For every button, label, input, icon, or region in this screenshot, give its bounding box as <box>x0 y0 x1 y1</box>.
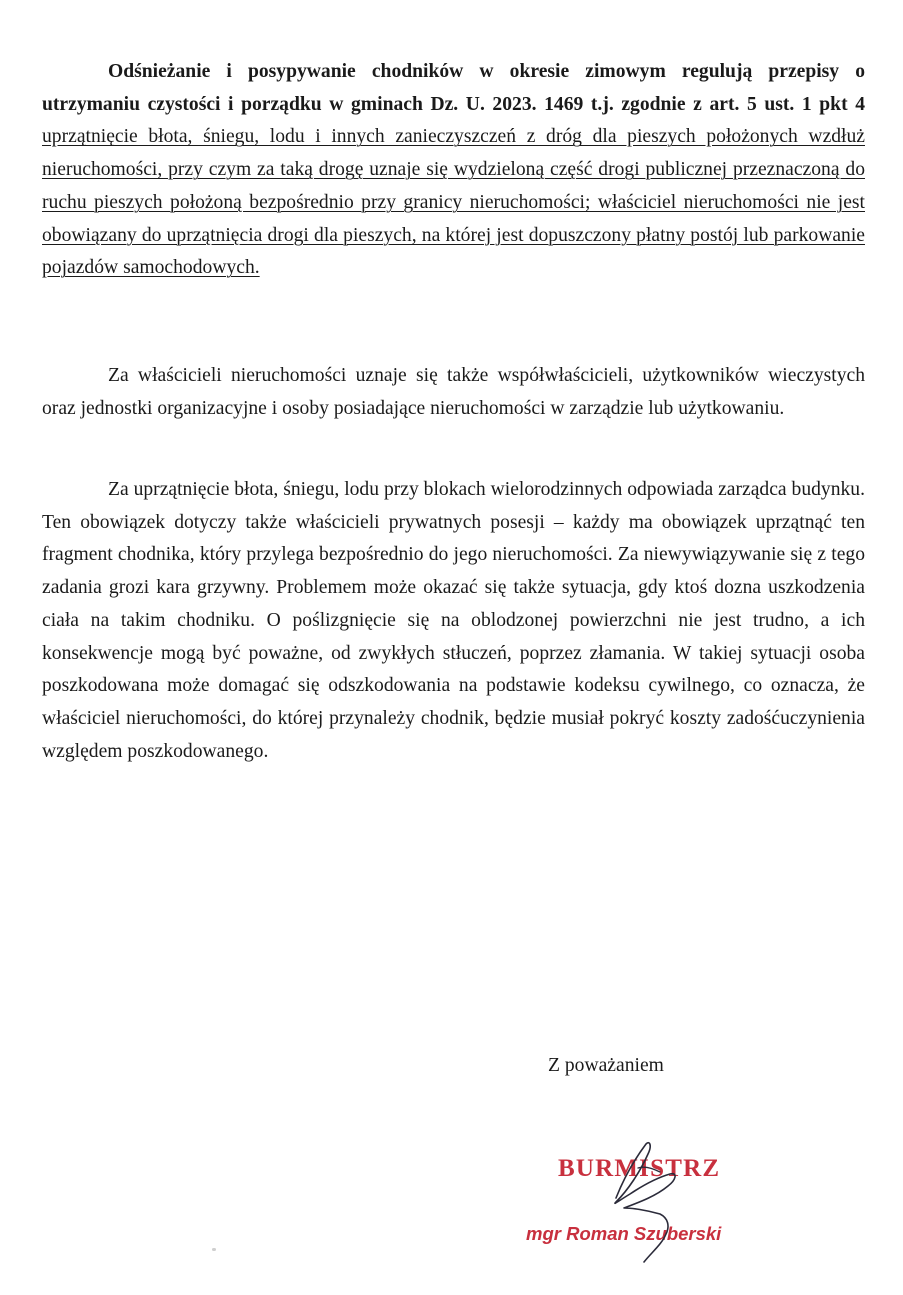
legal-basis-text: Odśnieżanie i posypywanie chodników w okresie zimowym regulują przepisy o utrzymaniu czystości i porządku w gminach Dz. U. 2023. 1469 t.j. zgodnie z art. 5 ust. 1 pkt 4 <box>42 61 865 115</box>
stamp-title: BURMISTRZ <box>558 1155 721 1182</box>
stamp-name: mgr Roman Szuberski <box>526 1223 722 1244</box>
paragraph-owners-definition <box>42 360 865 425</box>
paragraph-legal-basis <box>42 56 865 285</box>
responsibility-text: Za uprzątnięcie błota, śniegu, lodu przy blokach wielorodzinnych odpowiada zarządca budynku. Ten obowiązek dotyczy także właścicieli prywatnych posesji – każdy ma obowiązek uprzątnąć ten fragment chodnika, który przylega bezpośrednio do jego nieruchomości. Za niewywiązywanie się z tego zadania grozi kara grzywny. Problemem może okazać się także sytuacja, gdy ktoś dozna uszkodzenia ciała na takim chodniku. O poślizgnięcie się na oblodzonej powierzchni nie jest trudno, a ich konsekwencje mogą być poważne, od zwykłych stłuczeń, poprzez złamania. W takiej sytuacji osoba poszkodowana może domagać się odszkodowania na podstawie kodeksu cywilnego, co oznacza, że właściciel nieruchomości, do której przynależy chodnik, będzie musiał pokryć koszty zadośćuczynienia względem poszkodowanego. <box>42 479 865 762</box>
mayor-stamp <box>520 1138 770 1268</box>
paragraph-responsibility <box>42 474 865 768</box>
owners-definition-text: Za właścicieli nieruchomości uznaje się także współwłaścicieli, użytkowników wieczystych oraz jednostki organizacyjne i osoby posiadające nieruchomości w zarządzie lub użytkowaniu. <box>42 365 865 419</box>
scan-speck <box>212 1248 216 1251</box>
legal-quote-text: uprzątnięcie błota, śniegu, lodu i innych zanieczyszczeń z dróg dla pieszych położonych wzdłuż nieruchomości, przy czym za taką drogę uznaje się wydzieloną część drogi publicznej przeznaczoną do ruchu pieszych położoną bezpośrednio przy granicy nieruchomości; właściciel nieruchomości nie jest obowiązany do uprzątnięcia drogi dla pieszych, na której jest dopuszczony płatny postój lub parkowanie pojazdów samochodowych. <box>42 126 865 279</box>
closing-greeting: Z poważaniem <box>548 1055 664 1076</box>
